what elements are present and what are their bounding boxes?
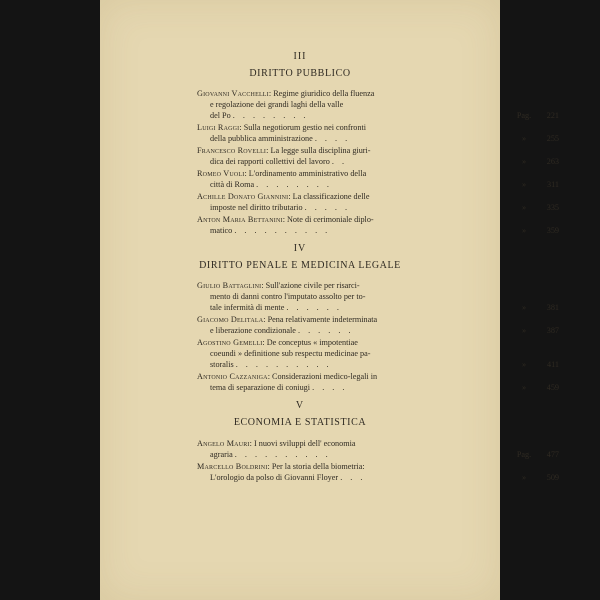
page-number: 359 — [546, 226, 559, 236]
dot-leader: . . . . . . — [297, 326, 354, 336]
entry-author: Francesco Rovelli — [197, 146, 267, 155]
entry-author: Giulio Battaglini — [197, 281, 262, 290]
entry-title-line: Considerazioni medico-legali in — [272, 372, 378, 381]
page-number: 311 — [547, 180, 559, 190]
page-label: » — [521, 157, 527, 167]
entry-title-line: Pena relativamente indeterminata — [267, 315, 378, 324]
page-number: 263 — [546, 157, 559, 167]
entry-title-line: città di Roma — [210, 180, 255, 190]
toc-entry: Achille Donato Giannini: La classificazione delle imposte nel diritto tributario . . . . . » 335 — [197, 192, 559, 213]
toc-entry: Francesco Rovelli: La legge sulla disciplina giuri- dica dei rapporti collettivi del lavoro . . » 263 — [197, 146, 559, 167]
page-number: 255 — [546, 134, 559, 144]
dot-leader: . . — [331, 157, 348, 167]
entry-title-line: Per la storia della biometria: — [271, 462, 365, 471]
entry-title-line: L'orologio da polso di Giovanni Floyer — [210, 473, 339, 483]
dot-leader: . . . . — [312, 383, 348, 393]
page-number: 477 — [546, 450, 559, 460]
entry-title-line: mento di danni contro l'imputato assolto per to- — [210, 292, 366, 302]
section-numeral: III — [293, 51, 307, 62]
entry-title-line: I nuovi sviluppi dell' economia — [253, 439, 356, 448]
dot-leader: . . . . . . . . — [256, 180, 332, 190]
dot-leader: . . . . . . . . . . — [234, 450, 331, 460]
entry-title-line: matico — [210, 226, 233, 236]
dot-leader: . . . . — [314, 134, 351, 144]
toc-entry: Luigi Raggi: Sulla negotiorum gestio nei confronti della pubblica amministrazione . . . . » 255 — [197, 123, 559, 144]
entry-title-line: coeundi » definitione sub respectu medicinae pa- — [210, 349, 371, 359]
entry-title-line: dica dei rapporti collettivi del lavoro — [210, 157, 330, 167]
entry-title-line: La classificazione delle — [292, 192, 370, 201]
entry-title-line: tale infermità di mente — [210, 303, 285, 313]
page-label: » — [521, 203, 527, 213]
page-number: 387 — [546, 326, 559, 336]
toc-entry: Romeo Vuoli: L'ordinamento amministrativo della città di Roma . . . . . . . . » 311 — [197, 169, 559, 190]
entry-title-line: tema di separazione di coniugi — [210, 383, 311, 393]
page-label: Pag. — [516, 111, 532, 121]
entry-title-line: La legge sulla disciplina giuri- — [270, 146, 371, 155]
entry-author: Anton Maria Bettanini — [197, 215, 283, 224]
toc-entry: Agostino Gemelli: De conceptus « impotentiae coeundi » definitione sub respectu medicinae pa- storalis . . . . . . . . . . » 411 — [197, 338, 559, 370]
entry-title-line: imposte nel diritto tributario — [210, 203, 303, 213]
page-label: » — [521, 360, 527, 370]
entry-title-line: e liberazione condizionale — [210, 326, 296, 336]
page-label: » — [521, 226, 527, 236]
entry-title-line: Sull'azione civile per risarci- — [265, 281, 360, 290]
dot-leader: . . . . . — [304, 203, 351, 213]
dot-leader: . . . . . . . . . . — [234, 226, 331, 236]
page-number: 411 — [547, 360, 559, 370]
page-number: 459 — [546, 383, 559, 393]
entry-title-line: e regolazione dei grandi laghi della valle — [210, 100, 344, 110]
entry-title-line: agraria — [210, 450, 233, 460]
dot-leader: . . . — [340, 473, 366, 483]
toc-entry: Antonio Cazzaniga: Considerazioni medico-legali in tema di separazione di coniugi . . . . » 459 — [197, 372, 559, 393]
entry-author: Luigi Raggi — [197, 123, 240, 132]
page-number: 221 — [546, 111, 559, 121]
page-label: » — [521, 383, 527, 393]
toc-entry: Marcello Boldrini: Per la storia della biometria: L'orologio da polso di Giovanni Floyer . . . » 509 — [197, 462, 559, 483]
entry-title-line: L'ordinamento amministrativo della — [248, 169, 367, 178]
dot-leader: . . . . . . . . . . — [235, 360, 332, 370]
entry-author: Romeo Vuoli — [197, 169, 245, 178]
page-number: 381 — [546, 303, 559, 313]
page-label: » — [521, 180, 527, 190]
entry-author: Marcello Boldrini — [197, 462, 268, 471]
entry-author: Agostino Gemelli — [197, 338, 263, 347]
section-title: DIRITTO PENALE E MEDICINA LEGALE — [199, 260, 401, 271]
section-numeral: V — [295, 400, 305, 411]
dot-leader: . . . . . . . . — [232, 111, 309, 121]
page-label: » — [521, 326, 527, 336]
entry-title-line: del Po — [210, 111, 231, 121]
toc-entry: Giulio Battaglini: Sull'azione civile per risarci- mento di danni contro l'imputato assolto per to- tale infermità di mente . . . . . . » 381 — [197, 281, 559, 313]
entry-title-line: della pubblica amministrazione — [210, 134, 313, 144]
section-title: ECONOMIA E STATISTICA — [233, 417, 367, 428]
section-title: DIRITTO PUBBLICO — [249, 68, 351, 79]
book-page — [100, 0, 559, 600]
page-label: » — [521, 473, 527, 483]
toc-entry: Angelo Mauri: I nuovi sviluppi dell' economia agraria . . . . . . . . . . Pag. 477 — [197, 439, 559, 460]
dot-leader: . . . . . . — [286, 303, 342, 313]
entry-title-line: Note di cerimoniale diplo- — [287, 215, 374, 224]
page-number: 335 — [546, 203, 559, 213]
page-number: 509 — [546, 473, 559, 483]
entry-title-line: De conceptus « impotentiae — [266, 338, 358, 347]
entry-author: Antonio Cazzaniga — [197, 372, 268, 381]
entry-author: Giacomo Delitala — [197, 315, 264, 324]
page-label: Pag. — [516, 450, 532, 460]
entry-author: Achille Donato Giannini — [197, 192, 289, 201]
section-numeral: IV — [293, 243, 307, 254]
entry-title-line: storalis — [210, 360, 234, 370]
page-label: » — [521, 303, 527, 313]
entry-title-line: Regime giuridico della fluenza — [273, 89, 375, 98]
entry-author: Giovanni Vacchelli — [197, 89, 269, 98]
toc-entry: Giacomo Delitala: Pena relativamente indeterminata e liberazione condizionale . . . . . . » 387 — [197, 315, 559, 336]
page-label: » — [521, 134, 527, 144]
entry-title-line: Sulla negotiorum gestio nei confronti — [243, 123, 367, 132]
entry-author: Angelo Mauri — [197, 439, 250, 448]
toc-entry: Giovanni Vacchelli: Regime giuridico della fluenza e regolazione dei grandi laghi della valle del Po . . . . . . . . Pag. 221 — [197, 89, 559, 121]
toc-entry: Anton Maria Bettanini: Note di cerimoniale diplo- matico . . . . . . . . . . » 359 — [197, 215, 559, 236]
